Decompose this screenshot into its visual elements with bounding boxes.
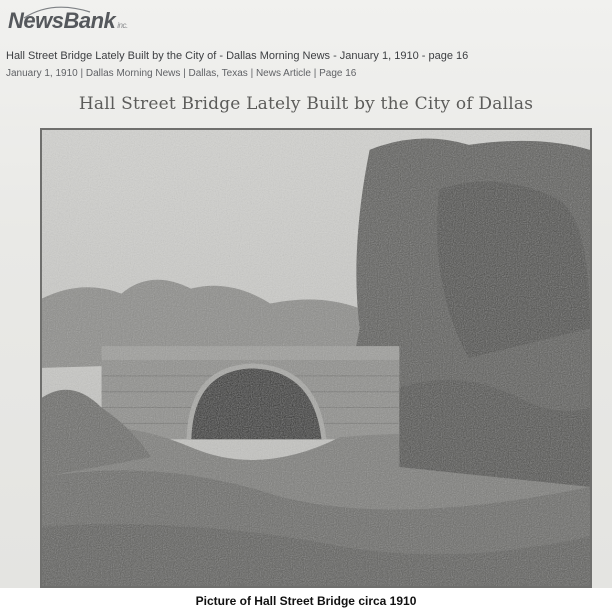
bridge-photo — [40, 128, 592, 588]
article-headline: Hall Street Bridge Lately Built by the City of - Dallas Morning News - January 1, 1910 - page 16 — [6, 50, 469, 62]
newspaper-title: Hall Street Bridge Lately Built by the City of Dallas — [78, 94, 534, 114]
newsbank-logo: NewsBank inc. — [8, 8, 128, 33]
bridge-photo-image — [42, 130, 590, 586]
article-meta: January 1, 1910 | Dallas Morning News | Dallas, Texas | News Article | Page 16 — [6, 68, 357, 79]
photo-caption: Picture of Hall Street Bridge circa 1910 — [195, 594, 417, 608]
